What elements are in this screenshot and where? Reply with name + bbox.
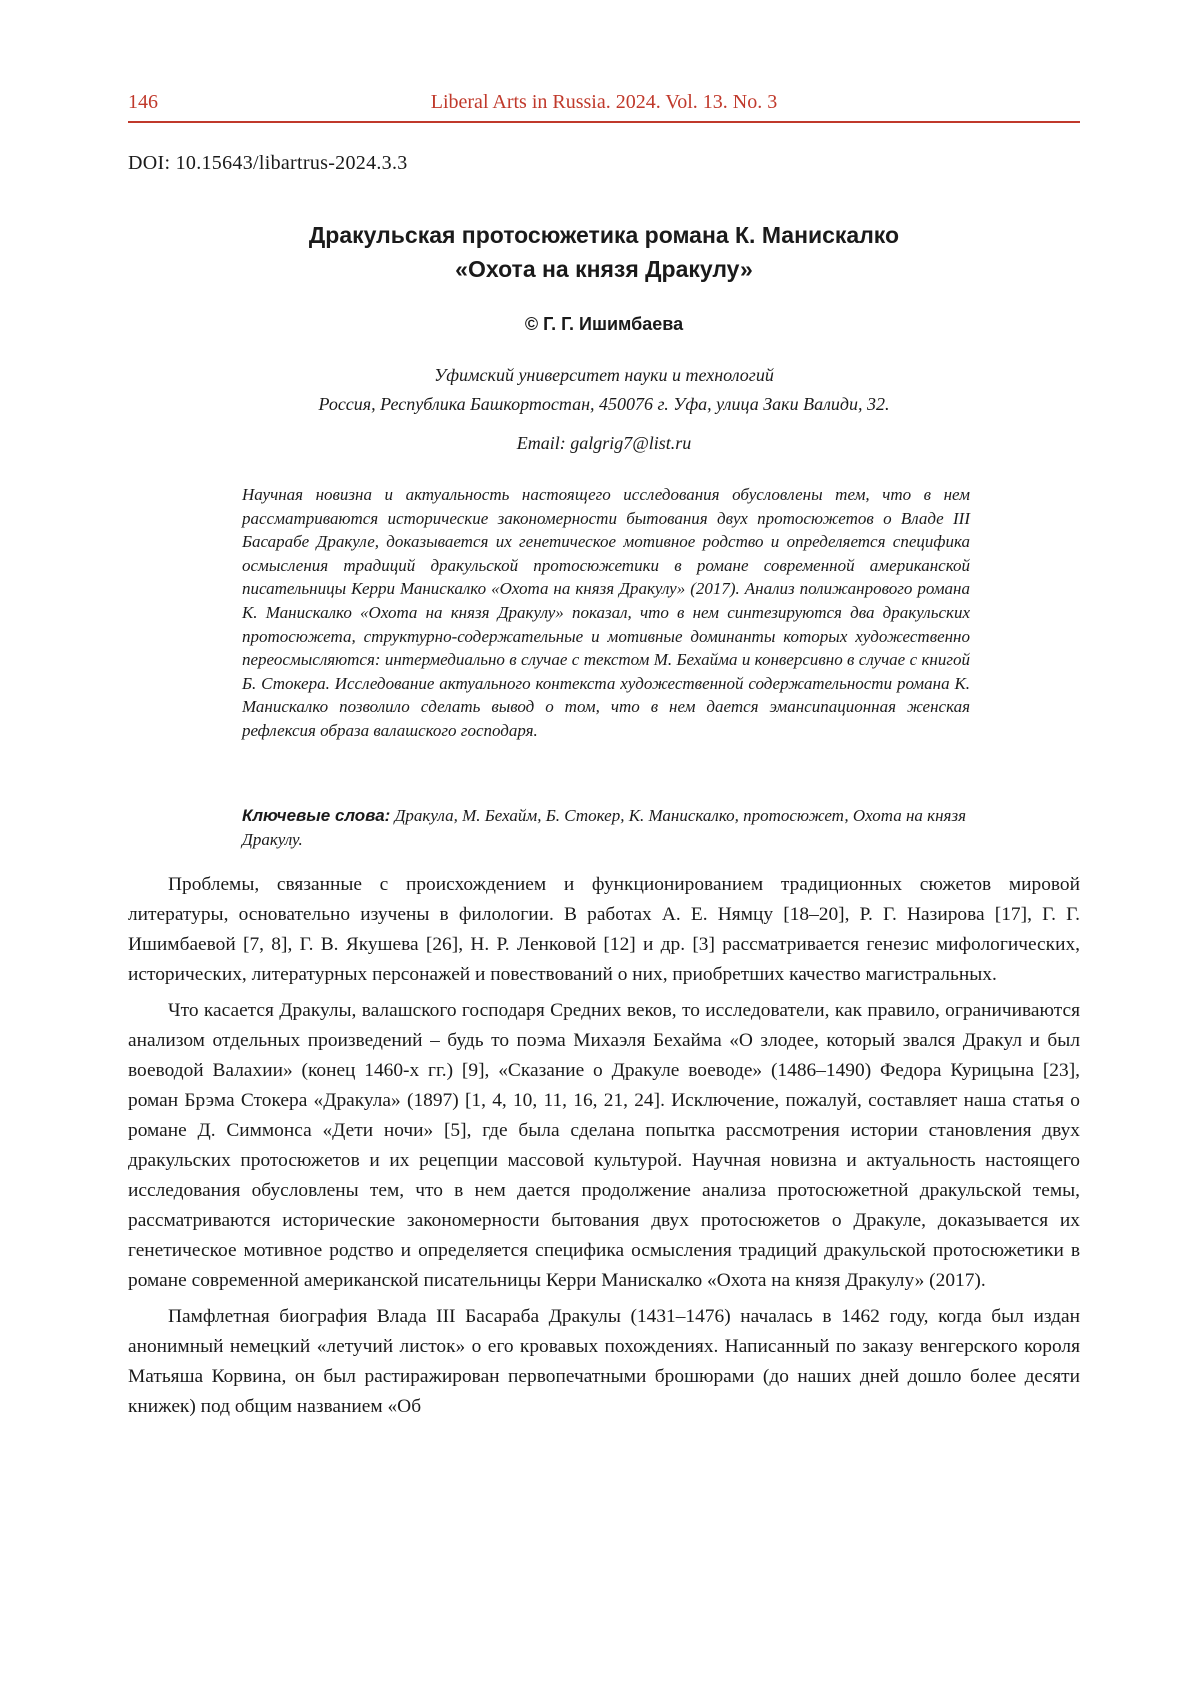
article-title	[128, 218, 1080, 286]
page-number: 146	[128, 91, 158, 113]
affiliation-line-1: Уфимский университет науки и технологий	[434, 365, 774, 385]
keywords-text: Дракула, М. Бехайм, Б. Стокер, К. Манискалко, протосюжет, Охота на князя Дракулу.	[242, 806, 966, 849]
article-title-line-2: «Охота на князя Дракулу»	[455, 256, 753, 282]
body-paragraph-1: Проблемы, связанные с происхождением и функционированием традиционных сюжетов мировой литературы, основательно изучены в филологии. В работах А. Е. Нямцу [18–20], Р. Г. Назирова [17], Г. Г. Ишимбаевой [7, 8], Г. В. Якушева [26], Н. Р. Ленковой [12] и др. [3] рассматривается генезис мифологических, исторических, литературных персонажей и повествований о них, приобретших качество магистральных.	[128, 874, 1080, 985]
running-header	[128, 91, 1080, 123]
affiliation-line-2: Россия, Республика Башкортостан, 450076 г. Уфа, улица Заки Валиди, 32.	[318, 394, 890, 414]
article-body	[128, 870, 1080, 1428]
body-paragraph-3: Памфлетная биография Влада III Басараба Дракулы (1431–1476) началась в 1462 году, когда был издан анонимный немецкий «летучий листок» о его кровавых похождениях. Написанный по заказу венгерского короля Матьяша Корвина, он был растиражирован первопечатными брошюрами (до наших дней дошло более десяти книжек) под общим названием «Об	[128, 1306, 1080, 1417]
body-paragraph-2: Что касается Дракулы, валашского господаря Средних веков, то исследователи, как правило, ограничиваются анализом отдельных произведений – будь то поэма Михаэля Бехайма «О злодее, который звался Дракул и был воеводой Валахии» (конец 1460-х гг.) [9], «Сказание о Дракуле воеводе» (1486–1490) Федора Курицына [23], роман Брэма Стокера «Дракула» (1897) [1, 4, 10, 11, 16, 21, 24]. Исключение, пожалуй, составляет наша статья о романе Д. Симмонса «Дети ночи» [5], где была сделана попытка рассмотрения истории становления двух дракульских протосюжетов и их рецепции массовой культурой. Научная новизна и актуальность настоящего исследования обусловлены тем, что в нем дается продолжение анализа протосюжетной дракульской темы, рассматриваются исторические закономерности бытования двух протосюжетов о Дракуле, доказывается их генетическое мотивное родство и определяется специфика осмысления традиций дракульской протосюжетики в романе современной американской писательницы Керри Манискалко «Охота на князя Дракулу» (2017).	[128, 1000, 1080, 1291]
abstract: Научная новизна и актуальность настоящего исследования обусловлены тем, что в нем рассматриваются исторические закономерности бытования двух протосюжетов о Владе III Басарабе Дракуле, доказывается их генетическое мотивное родство и определяется специфика осмысления традиций дракульской протосюжетики в романе современной американской писательницы Керри Манискалко «Охота на князя Дракулу» (2017). Анализ полижанрового романа К. Манискалко «Охота на князя Дракулу» показал, что в нем синтезируются два дракульских протосюжета, структурно-содержательные и мотивные доминанты которых художественно переосмысляются: интермедиально в случае с текстом М. Бехайма и конверсивно в случае с книгой Б. Стокера. Исследование актуального контекста художественной содержательности романа К. Манискалко позволило сделать вывод о том, что в нем дается эмансипационная женская рефлексия образа валашского господаря.	[242, 485, 970, 740]
doi: DOI: 10.15643/libartrus-2024.3.3	[128, 152, 408, 174]
keywords-label: Ключевые слова:	[242, 806, 391, 825]
author: © Г. Г. Ишимбаева	[524, 314, 684, 334]
article-title-line-1: Дракульская протосюжетика романа К. Манискалко	[308, 222, 900, 248]
journal-title: Liberal Arts in Russia. 2024. Vol. 13. No. 3	[430, 91, 778, 113]
keywords	[242, 804, 970, 852]
author-email: Email: galgrig7@list.ru	[516, 433, 692, 453]
affiliation	[128, 361, 1080, 419]
